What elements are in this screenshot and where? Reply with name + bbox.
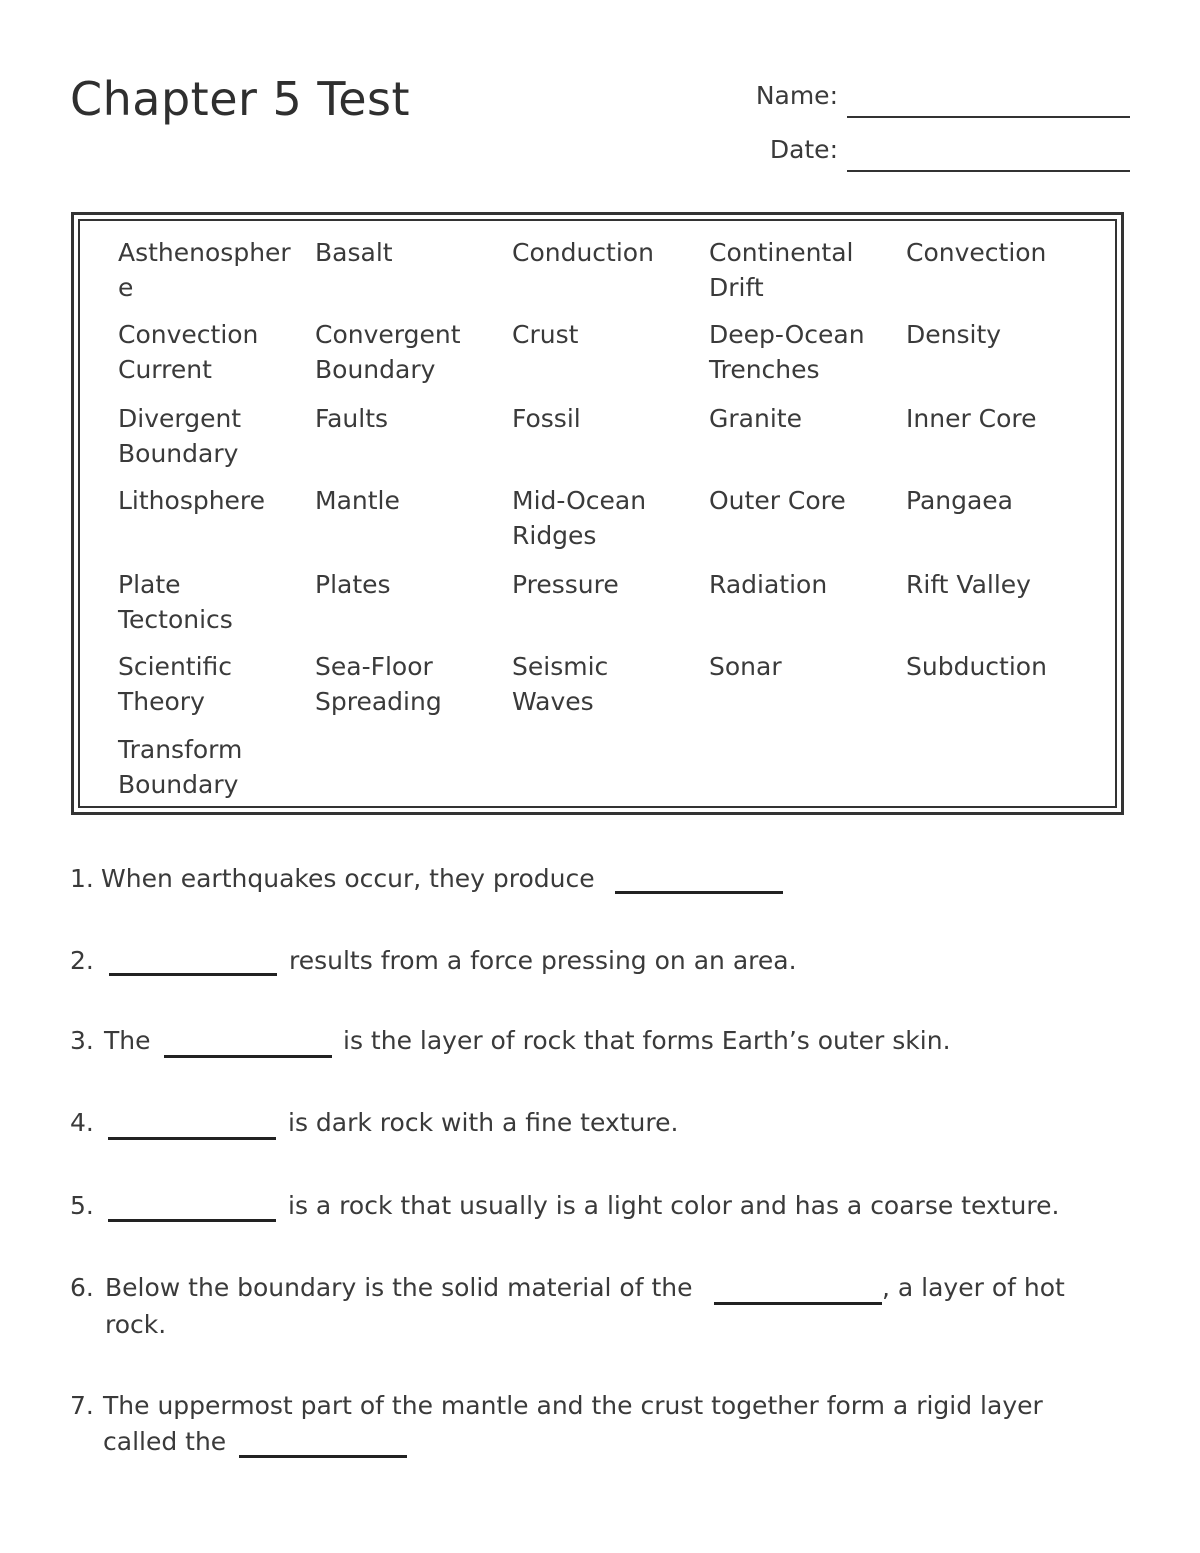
answer-blank[interactable]: [714, 1302, 882, 1305]
word-bank-term: Convection: [906, 238, 1047, 267]
word-bank-term: Crust: [512, 320, 579, 349]
word-bank-term: Plate Tectonics: [118, 570, 233, 634]
word-bank-term: Lithosphere: [118, 486, 266, 515]
word-bank-term: Basalt: [315, 238, 393, 267]
word-bank-term: Continental Drift: [709, 238, 854, 302]
word-bank-term: Fossil: [512, 404, 581, 433]
word-bank-box: [71, 212, 1124, 815]
question-text: The uppermost part of the mantle and the crust together form a rigid layer: [103, 1391, 1043, 1420]
word-bank-term: Mantle: [315, 486, 400, 515]
question-text: When earthquakes occur, they produce: [101, 864, 595, 893]
word-bank-term: Asthenosphere: [118, 238, 291, 302]
word-bank-term: Scientific Theory: [118, 652, 233, 716]
name-field[interactable]: [740, 78, 1130, 118]
question-number: 2.: [70, 946, 94, 975]
question-text: is dark rock with a fine texture.: [288, 1108, 679, 1137]
question-text-after: , a layer of hot: [882, 1273, 1065, 1302]
question-number: 4.: [70, 1108, 94, 1137]
question-text: is a rock that usually is a light color and has a coarse texture.: [288, 1191, 1060, 1220]
word-bank-term: Transform Boundary: [118, 735, 243, 799]
answer-blank[interactable]: [108, 1137, 276, 1140]
question-number: 1.: [70, 864, 94, 893]
name-label: Name:: [755, 81, 838, 110]
word-bank-term: Radiation: [709, 570, 828, 599]
name-line[interactable]: [847, 116, 1130, 118]
date-line[interactable]: [847, 170, 1130, 172]
word-bank-term: Convection Current: [118, 320, 259, 384]
question-number: 3.: [70, 1026, 94, 1055]
question-number: 7.: [70, 1391, 94, 1420]
word-bank-term: Outer Core: [709, 486, 846, 515]
answer-blank[interactable]: [239, 1455, 407, 1458]
answer-blank[interactable]: [108, 1219, 276, 1222]
word-bank-term: Pressure: [512, 570, 619, 599]
word-bank-term: Divergent Boundary: [118, 404, 242, 468]
word-bank-term: Rift Valley: [906, 570, 1031, 599]
date-label: Date:: [769, 135, 838, 164]
word-bank-term: Sea-Floor Spreading: [315, 652, 442, 716]
question-text-after: is the layer of rock that forms Earth’s outer skin.: [343, 1026, 951, 1055]
word-bank-term: Seismic Waves: [512, 652, 609, 716]
word-bank-term: Granite: [709, 404, 802, 433]
word-bank-term: Convergent Boundary: [315, 320, 461, 384]
word-bank-term: Deep-Ocean Trenches: [709, 320, 865, 384]
answer-blank[interactable]: [615, 891, 783, 894]
word-bank-term: Pangaea: [906, 486, 1014, 515]
question-text: results from a force pressing on an area.: [289, 946, 797, 975]
question-number: 5.: [70, 1191, 94, 1220]
word-bank-term: Density: [906, 320, 1002, 349]
question-number: 6.: [70, 1273, 94, 1302]
word-bank-term: Sonar: [709, 652, 782, 681]
question-text: The: [104, 1026, 151, 1055]
answer-blank[interactable]: [109, 973, 277, 976]
word-bank-term: Subduction: [906, 652, 1047, 681]
answer-blank[interactable]: [164, 1055, 332, 1058]
word-bank-term: Conduction: [512, 238, 654, 267]
question-text-line2: rock.: [105, 1310, 167, 1339]
word-bank-term: Faults: [315, 404, 389, 433]
word-bank-term: Mid-Ocean Ridges: [512, 486, 647, 550]
question-text: Below the boundary is the solid material of the: [105, 1273, 693, 1302]
word-bank-inner: [78, 219, 1117, 808]
word-bank-term: Plates: [315, 570, 391, 599]
date-field[interactable]: [740, 132, 1130, 172]
question-text-line2: called the: [103, 1427, 227, 1456]
page-title: Chapter 5 Test: [70, 72, 411, 126]
word-bank-term: Inner Core: [906, 404, 1037, 433]
